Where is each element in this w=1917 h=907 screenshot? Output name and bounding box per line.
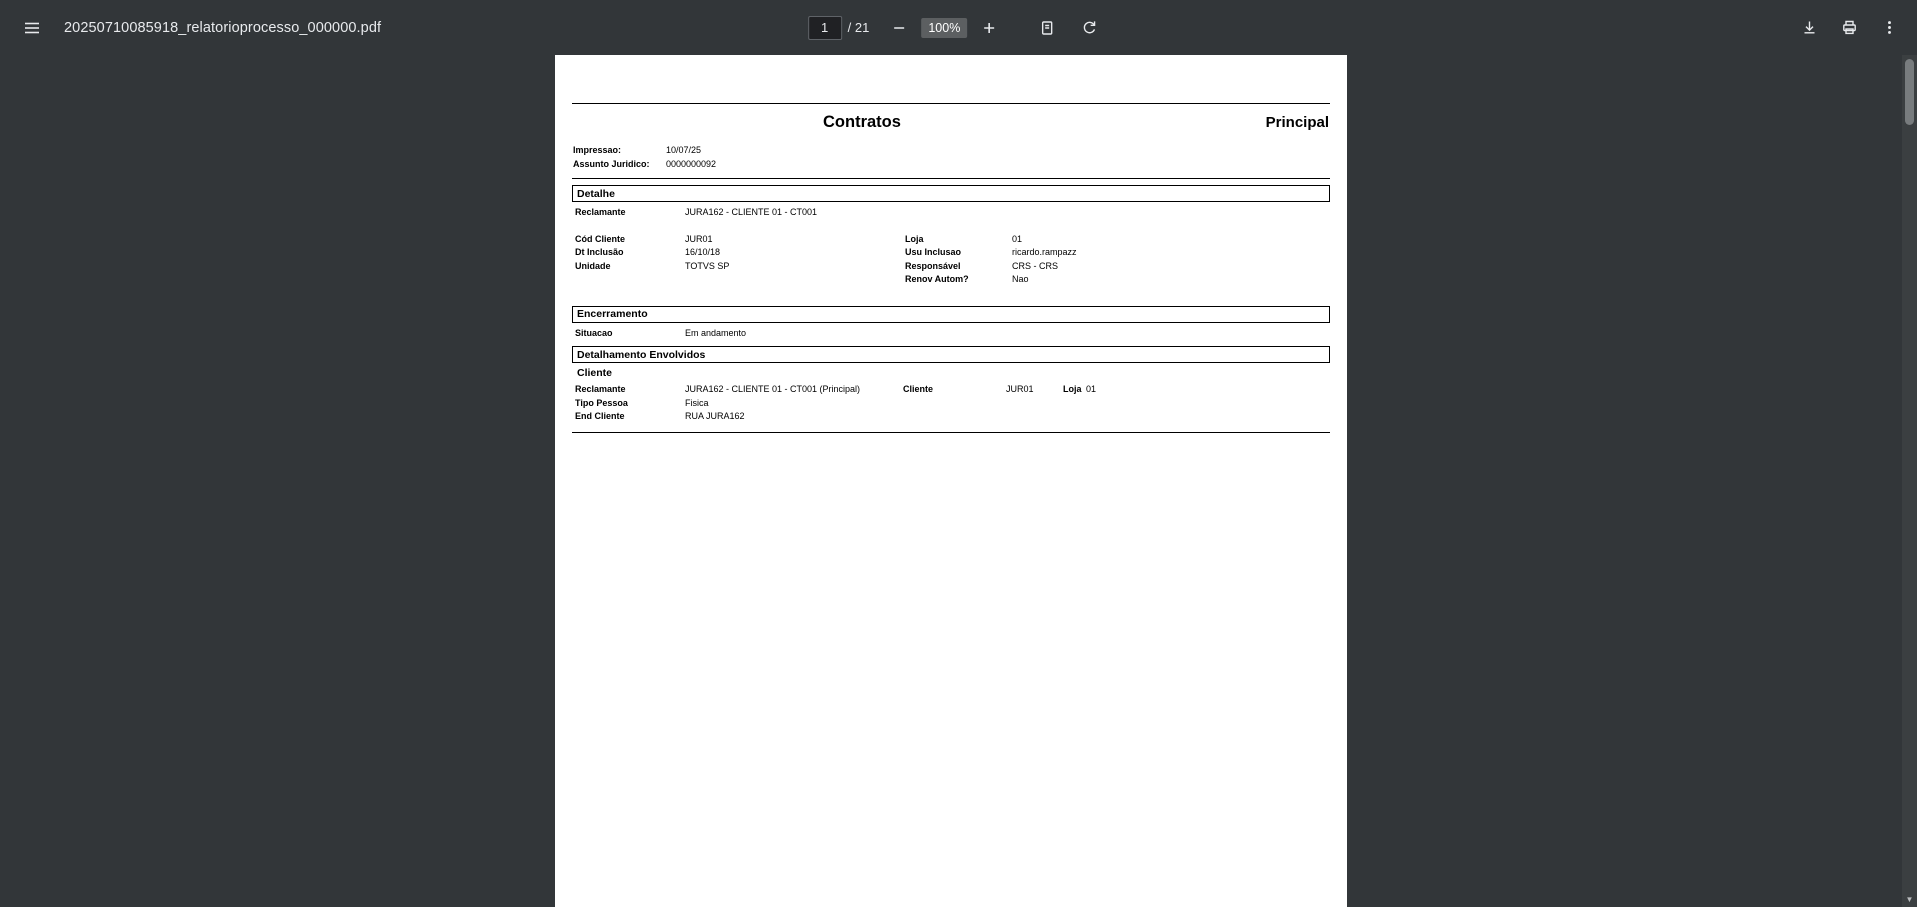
field-label: Responsável: [905, 260, 961, 271]
print-icon[interactable]: [1829, 8, 1869, 48]
page-number-input[interactable]: [808, 16, 842, 40]
table-row: [575, 383, 1331, 397]
section-heading-encerramento: Encerramento: [572, 306, 1330, 323]
section-heading-detalhamento: Detalhamento Envolvidos: [572, 346, 1330, 363]
field-value-empty: [685, 273, 905, 287]
pdf-viewer-area[interactable]: [0, 55, 1917, 907]
field-value: CRS - CRS: [1012, 260, 1059, 271]
meta-bottom-rule: [572, 178, 1330, 179]
field-value: JUR01: [1006, 384, 1034, 394]
zoom-in-button[interactable]: [969, 8, 1009, 48]
section-heading-detalhe: Detalhe: [572, 185, 1330, 202]
field-label: End Cliente: [575, 411, 625, 421]
meta-value: 0000000092: [666, 159, 717, 169]
toolbar-left-group: [0, 0, 381, 55]
field-row: [575, 327, 1331, 341]
zoom-out-button[interactable]: [879, 8, 919, 48]
pdf-page-1: [555, 55, 1347, 907]
zoom-level-value[interactable]: 100%: [921, 18, 967, 38]
file-title: 20250710085918_relatorioprocesso_000000.pdf: [64, 19, 382, 36]
field-label: Dt Inclusão: [575, 247, 624, 257]
field-value: 01: [1086, 384, 1097, 394]
field-value: JURA162 - CLIENTE 01 - CT001 (Principal): [685, 384, 861, 394]
document-meta: [571, 143, 1331, 171]
field-label-empty: [575, 273, 685, 287]
detalhe-fields: [571, 202, 1331, 300]
meta-label: Impressao:: [573, 145, 622, 155]
field-value: JURA162 - CLIENTE 01 - CT001: [685, 207, 818, 217]
field-row: [575, 246, 1331, 260]
field-row: [575, 260, 1331, 274]
fit-page-icon[interactable]: [1027, 8, 1067, 48]
meta-row: [573, 157, 1331, 171]
field-value: JUR01: [685, 233, 713, 244]
hamburger-menu-icon[interactable]: [12, 8, 52, 48]
page-navigation: [808, 16, 870, 40]
field-spacer: [575, 220, 1331, 233]
document-body: [555, 55, 1347, 433]
field-label: Reclamante: [575, 384, 626, 394]
rotate-clockwise-icon[interactable]: [1069, 8, 1109, 48]
field-row: [575, 273, 1331, 287]
document-bottom-rule: [572, 432, 1330, 433]
field-label: Cód Cliente: [575, 233, 626, 244]
document-header: [571, 113, 1331, 132]
field-row: [575, 233, 1331, 247]
field-label: Tipo Pessoa: [575, 397, 628, 408]
subsection-heading-cliente: Cliente: [577, 367, 613, 379]
toolbar-center-group: [808, 8, 1110, 48]
field-label: Unidade: [575, 260, 611, 271]
field-value: Em andamento: [685, 327, 747, 338]
field-label: Usu Inclusao: [905, 247, 962, 257]
scroll-down-arrow-icon[interactable]: ▼: [1905, 895, 1914, 904]
field-value: TOTVS SP: [685, 260, 730, 271]
field-value: 01: [1012, 233, 1023, 244]
field-value: Nao: [1012, 274, 1029, 284]
field-value: RUA JURA162: [685, 411, 745, 421]
toolbar-right-group: [1789, 8, 1909, 48]
meta-value: 10/07/25: [666, 145, 702, 155]
field-label: Situacao: [575, 327, 613, 338]
field-spacer: [575, 287, 1331, 300]
more-vertical-icon[interactable]: [1869, 8, 1909, 48]
vertical-scrollbar[interactable]: [1902, 55, 1917, 907]
field-value: 16/10/18: [685, 247, 721, 257]
header-right-label: Principal: [1265, 114, 1329, 131]
page-total-label: / 21: [847, 20, 870, 35]
field-label: Loja: [1063, 384, 1082, 394]
meta-label: Assunto Juridico:: [573, 159, 650, 169]
field-label: Renov Autom?: [905, 274, 969, 284]
field-value: Fisica: [685, 397, 709, 408]
pdf-toolbar: [0, 0, 1917, 55]
download-icon[interactable]: [1789, 8, 1829, 48]
scrollbar-thumb[interactable]: [1905, 59, 1914, 125]
page-title: Contratos: [823, 113, 901, 131]
field-row: [575, 206, 1331, 220]
header-top-rule: [572, 103, 1330, 104]
detalhamento-fields: [571, 379, 1331, 424]
table-row: [575, 410, 1331, 424]
field-label: Reclamante: [575, 207, 626, 217]
field-label: Cliente: [903, 384, 934, 394]
field-value: ricardo.rampazz: [1012, 247, 1077, 257]
encerramento-fields: [571, 323, 1331, 341]
field-label: Loja: [905, 233, 924, 244]
table-row: [575, 397, 1331, 411]
meta-row: [573, 143, 1331, 157]
